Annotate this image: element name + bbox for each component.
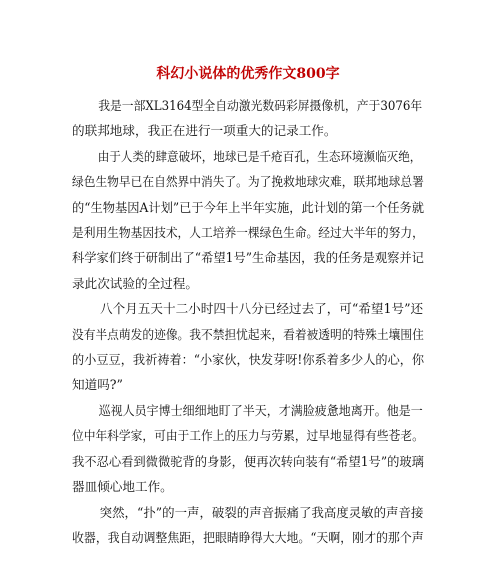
text-line: 我是一部XL3164型全自动激光数码彩屏摄像机，产于3076年 [98,98,423,113]
paragraph [72,296,424,398]
text-line: 我不忍心看到微微驼背的身影，便再次转向装有“希望1号”的玻璃 [72,453,424,469]
text-line: 科学家们终于研制出了“希望1号”生命基因，我的任务是观察并记 [72,250,424,266]
document-body [72,93,424,550]
paragraph [72,93,424,144]
text-line: 位中年科学家，可由于工作上的压力与劳累，过早地显得有些苍老。 [72,428,424,444]
text-line: 知道吗?” [72,377,123,393]
document-title: 科幻小说体的优秀作文800字 [156,66,340,82]
text-line: 的小豆豆，我祈祷着：“小家伙，快发芽呀!你系着多少人的心，你 [72,352,425,368]
paragraph [72,144,424,296]
paragraph [72,398,424,500]
text-line: 突然，“扑”的一声，破裂的声音振痛了我高度灵敏的声音接 [99,504,424,520]
paragraph [72,500,424,551]
text-line: 巡视人员宇博士细细地盯了半天，才满脸疲惫地离开。他是一 [98,402,423,418]
text-line: 绿色生物早已在自然界中消失了。为了挽救地球灾难，联邦地球总署 [72,174,424,190]
text-line: 是利用生物基因技术，人工培养一棵绿色生命。经过大半年的努力， [72,225,424,241]
text-line: 没有半点萌发的迹像。我不禁担忧起来，看着被透明的特殊土壤围住 [72,326,424,342]
text-line: 的“生物基因A计划”已于今年上半年实施，此计划的第一个任务就 [72,199,425,215]
text-line: 器皿倾心地工作。 [72,479,173,495]
text-line: 八个月五天十二小时四十八分已经过去了，可“希望1号”还 [100,301,424,317]
text-line: 收器，我自动调整焦距，把眼睛睁得大大地。“天啊，刚才的那个声 [72,529,424,545]
text-line: 由于人类的肆意破坏，地球已是千疮百孔，生态环境濒临灭绝， [97,148,422,164]
text-line: 的联邦地球，我正在进行一项重大的记录工作。 [72,123,337,139]
text-line: 录此次试验的全过程。 [72,275,198,291]
